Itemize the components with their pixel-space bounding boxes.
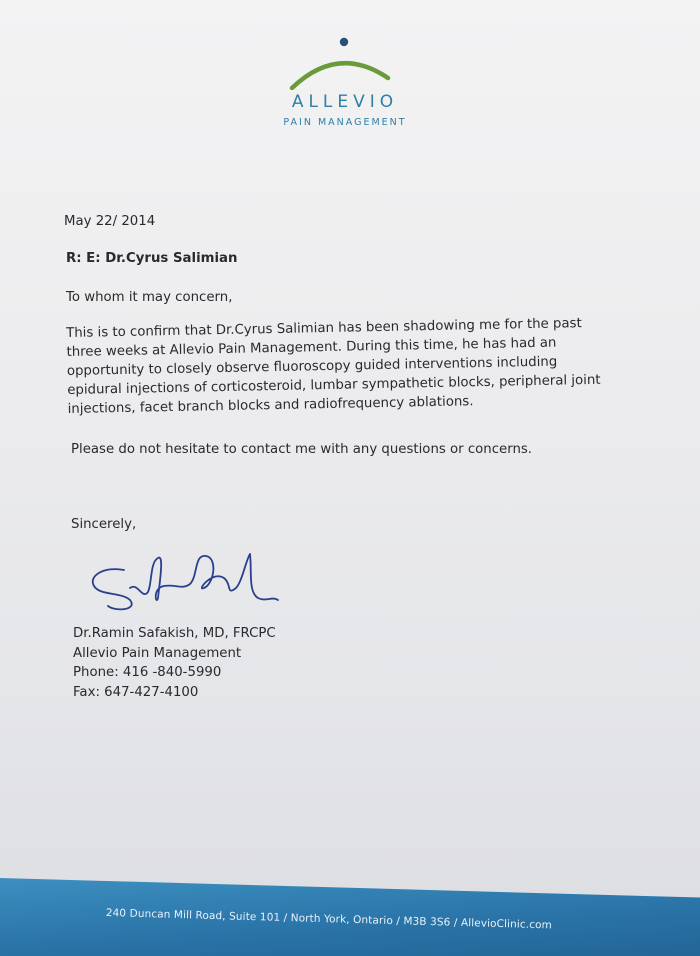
signatory-organization: Allevio Pain Management — [73, 645, 242, 661]
signature-block — [73, 624, 276, 702]
closing-note: Please do not hesitate to contact me with any questions or concerns. — [71, 442, 533, 457]
body-line: epidural injections of corticosteroid, lumbar sympathetic blocks, peripheral joint — [67, 372, 601, 398]
handwritten-signature — [86, 540, 286, 620]
body-line: This is to confirm that Dr.Cyrus Salimian has been shadowing me for the past — [66, 316, 582, 341]
brand-tagline: PAIN MANAGEMENT — [283, 117, 407, 128]
letter-body — [66, 313, 628, 419]
body-line: injections, facet branch blocks and radiofrequency ablations. — [67, 394, 474, 417]
brand-name: ALLEVIO — [291, 92, 399, 112]
signatory-phone: Phone: 416 -840-5990 — [73, 665, 222, 680]
letter-subject: R: E: Dr.Cyrus Salimian — [66, 251, 238, 266]
body-line: three weeks at Allevio Pain Management. During this time, he has had an — [66, 335, 557, 360]
letterhead-logo — [250, 30, 450, 140]
valediction: Sincerely, — [71, 517, 137, 532]
logo-mark-icon — [250, 30, 440, 90]
letter-date: May 22/ 2014 — [64, 214, 156, 229]
letter-greeting: To whom it may concern, — [66, 290, 233, 305]
footer-address: 240 Duncan Mill Road, Suite 101 / North York, Ontario / M3B 3S6 / AllevioClinic.com — [105, 907, 553, 932]
signatory-fax: Fax: 647-427-4100 — [73, 684, 199, 700]
body-line: opportunity to closely observe fluoroscopy guided interventions including — [66, 354, 558, 379]
signatory-name: Dr.Ramin Safakish, MD, FRCPC — [73, 626, 276, 641]
